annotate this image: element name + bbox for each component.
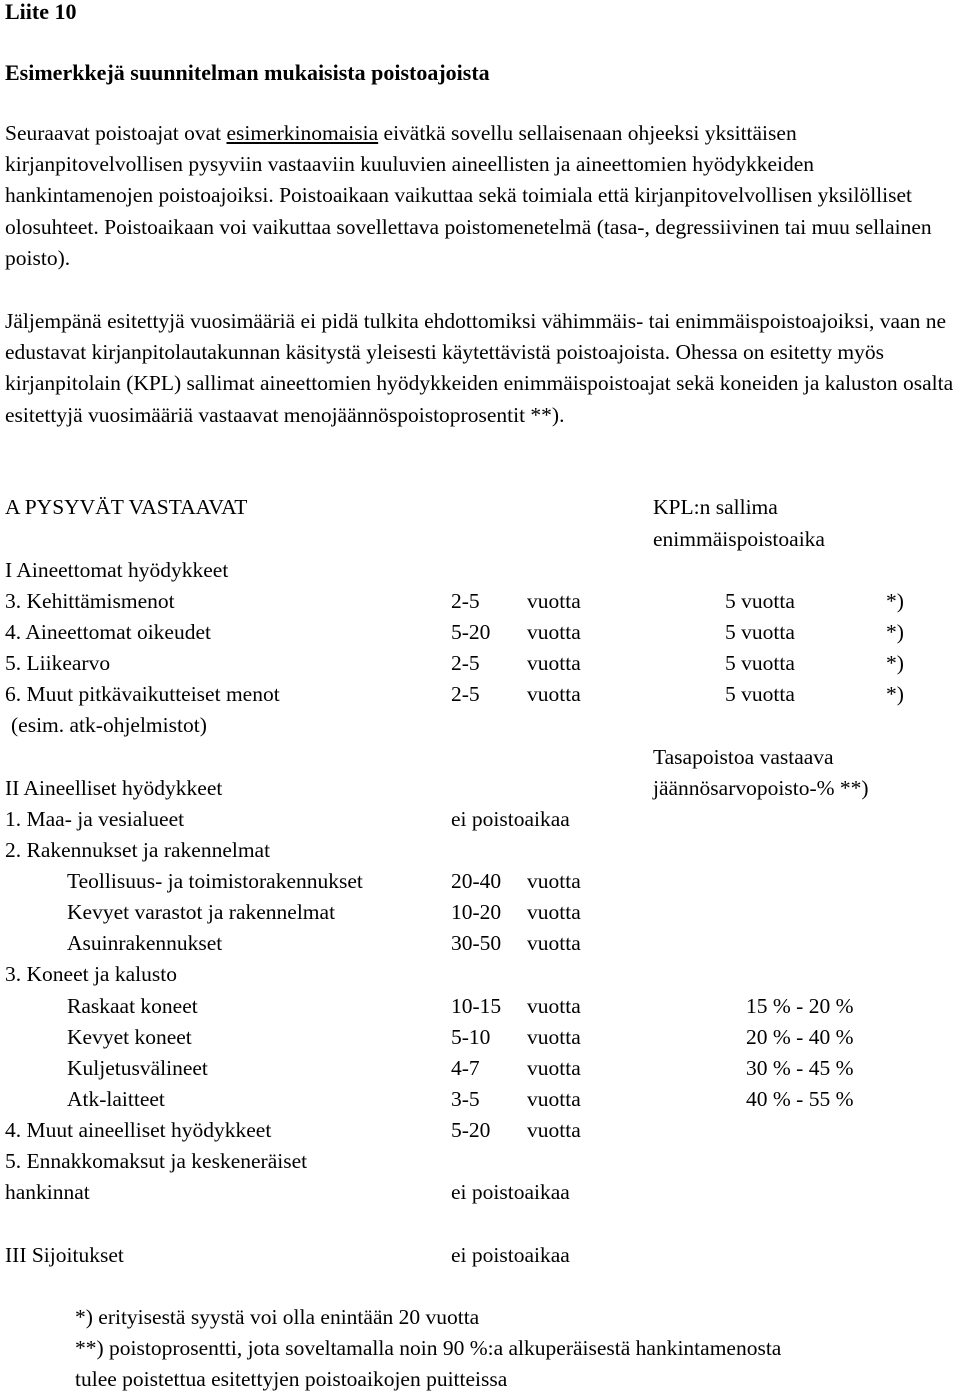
row-years: 5-10 — [451, 1025, 491, 1049]
row-kpl-max: 5 vuotta — [725, 651, 795, 675]
row-years: 2-5 — [451, 682, 480, 706]
machinery-label: 3. Koneet ja kalusto — [5, 962, 177, 986]
row-label: 6. Muut pitkävaikutteiset menot — [5, 682, 280, 706]
row-kpl-max: 5 vuotta — [725, 620, 795, 644]
second-paragraph: Jäljempänä esitettyjä vuosimääriä ei pidä tulkita ehdottomiksi vähimmäis- tai enimmäispoistoajoiksi, vaan ne edustavat kirjanpitolautakunnan käsitystä yleisesti käytettävistä poistoajoista. Ohessa on esitetty myös kirjanpitolain (KPL) sallimat aineettomien hyödykkeiden enimmäispoistoajat sekä koneiden ja kaluston osalta esitettyjä vuosimääriä vastaavat menojäännöspoistoprosentit **). — [5, 309, 954, 427]
row-unit: vuotta — [527, 931, 581, 955]
buildings-label: 2. Rakennukset ja rakennelmat — [5, 838, 271, 862]
row-years: 3-5 — [451, 1087, 480, 1111]
section-tangible-heading: II Aineelliset hyödykkeet — [5, 776, 223, 800]
land-label: 1. Maa- ja vesialueet — [5, 807, 185, 831]
row-unit: vuotta — [527, 869, 581, 893]
advances-label-line2: hankinnat — [5, 1180, 90, 1204]
intro-underlined-word: esimerkinomaisia — [226, 121, 379, 145]
row-kpl-max: 5 vuotta — [725, 589, 795, 613]
main-heading: A PYSYVÄT VASTAAVAT — [5, 495, 248, 519]
investments-value: ei poistoaikaa — [451, 1243, 570, 1267]
kpl-heading-line1: KPL:n sallima — [653, 495, 778, 519]
section-investments-heading: III Sijoitukset — [5, 1243, 124, 1267]
row-unit: vuotta — [527, 651, 581, 675]
rate-heading-line1: Tasapoistoa vastaava — [653, 745, 834, 769]
row-unit: vuotta — [527, 900, 581, 924]
row-unit: vuotta — [527, 1087, 581, 1111]
intro-paragraph — [5, 118, 960, 274]
page-title: Esimerkkejä suunnitelman mukaisista poistoajoista — [5, 60, 490, 85]
row-label: 3. Kehittämismenot — [5, 589, 175, 613]
rate-heading-line2: jäännösarvopoisto-% **) — [653, 776, 869, 800]
row-unit: vuotta — [527, 589, 581, 613]
intro-rest: eivätkä sovellu sellaisenaan ohjeeksi yksittäisen kirjanpitovelvollisen pysyviin vastaaviin kuuluvien aineellisten ja aineettomien hyödykkeiden hankintamenojen poistoajoiksi. Poistoaikaan vaikuttaa sekä toimiala että kirjanpitovelvollisen yksilölliset olosuhteet. Poistoaikaan voi vaikuttaa sovellettava poistomenetelmä (tasa-, degressiivinen tai muu sellainen poisto). — [5, 121, 932, 270]
row-label: Teollisuus- ja toimistorakennukset — [67, 869, 363, 893]
advances-label-line1: 5. Ennakkomaksut ja keskeneräiset — [5, 1149, 308, 1173]
row-unit: vuotta — [527, 682, 581, 706]
row-years: 30-50 — [451, 931, 502, 955]
row-percent: 20 % - 40 % — [746, 1025, 854, 1049]
row-label: Kevyet varastot ja rakennelmat — [67, 900, 336, 924]
row-unit: vuotta — [527, 994, 581, 1018]
footnote-2-line2: tulee poistettua esitettyjen poistoaikojen puitteissa — [75, 1367, 508, 1391]
row-percent: 30 % - 45 % — [746, 1056, 854, 1080]
land-value: ei poistoaikaa — [451, 807, 570, 831]
advances-value: ei poistoaikaa — [451, 1180, 570, 1204]
footnote-2-line1: **) poistoprosentti, jota soveltamalla noin 90 %:a alkuperäisestä hankintamenosta — [75, 1336, 782, 1360]
row-label: Kuljetusvälineet — [67, 1056, 208, 1080]
software-note: (esim. atk-ohjelmistot) — [11, 713, 207, 737]
row-unit: vuotta — [527, 1056, 581, 1080]
row-years: 2-5 — [451, 651, 480, 675]
row-percent: 15 % - 20 % — [746, 994, 854, 1018]
footnote-1: *) erityisestä syystä voi olla enintään 20 vuotta — [75, 1305, 480, 1329]
row-years: 5-20 — [451, 620, 491, 644]
row-years: 2-5 — [451, 589, 480, 613]
row-percent: 40 % - 55 % — [746, 1087, 854, 1111]
row-years: 20-40 — [451, 869, 502, 893]
row-footnote-mark: *) — [886, 682, 904, 706]
row-label: 5. Liikearvo — [5, 651, 111, 675]
row-kpl-max: 5 vuotta — [725, 682, 795, 706]
row-years: 10-15 — [451, 994, 502, 1018]
other-tangible-unit: vuotta — [527, 1118, 581, 1142]
kpl-heading-line2: enimmäispoistoaika — [653, 527, 825, 551]
row-footnote-mark: *) — [886, 651, 904, 675]
other-tangible-years: 5-20 — [451, 1118, 491, 1142]
other-tangible-label: 4. Muut aineelliset hyödykkeet — [5, 1118, 272, 1142]
row-label: Asuinrakennukset — [67, 931, 223, 955]
row-footnote-mark: *) — [886, 620, 904, 644]
row-unit: vuotta — [527, 620, 581, 644]
section-intangible-heading: I Aineettomat hyödykkeet — [5, 558, 229, 582]
appendix-label: Liite 10 — [5, 0, 77, 24]
row-years: 4-7 — [451, 1056, 480, 1080]
row-years: 10-20 — [451, 900, 502, 924]
intro-lead: Seuraavat poistoajat ovat — [5, 121, 227, 145]
row-label: Kevyet koneet — [67, 1025, 192, 1049]
row-label: Atk-laitteet — [67, 1087, 165, 1111]
row-footnote-mark: *) — [886, 589, 904, 613]
row-unit: vuotta — [527, 1025, 581, 1049]
row-label: 4. Aineettomat oikeudet — [5, 620, 211, 644]
row-label: Raskaat koneet — [67, 994, 198, 1018]
